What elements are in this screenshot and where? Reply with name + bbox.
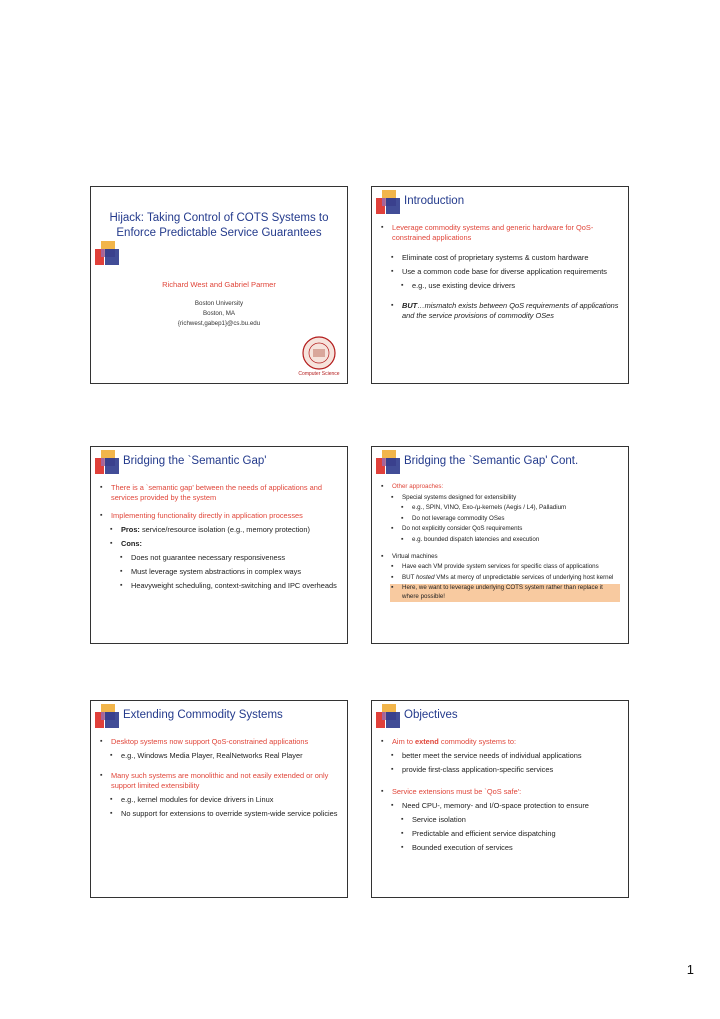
bullet-bold: extend [415, 737, 439, 746]
bullet: ▪ e.g., SPIN, VINO, Exo-/µ-kernels (Aegis / L4), Palladium [400, 504, 620, 513]
slide-body [99, 483, 339, 595]
bullet: ▪ Does not guarantee necessary responsiveness [119, 553, 339, 563]
bullet: ▪ Many such systems are monolithic and not easily extended or only support limited extensibility [99, 771, 339, 791]
bullet [390, 301, 620, 321]
slide-objectives [371, 700, 629, 898]
bullet: ▪ Do not explicitly consider QoS requirements [390, 525, 620, 534]
page-number: 1 [686, 962, 694, 977]
bullet-text: …mismatch exists between QoS requirements of applications and the service provisions of commodity OSes [402, 301, 619, 320]
cons-label: Cons: [121, 539, 142, 548]
bullet [109, 525, 339, 535]
bullet: ▪ e.g., use existing device drivers [400, 281, 620, 291]
bullet: ▪ No support for extensions to override system-wide service policies [109, 809, 339, 819]
slide-decoration [376, 450, 404, 474]
slide-title: Extending Commodity Systems [123, 709, 283, 721]
bullet-emphasis: hosted [415, 573, 435, 581]
slide-introduction [371, 186, 629, 384]
bullet [390, 574, 620, 583]
slide-body [380, 737, 620, 857]
bullet: ▪ Leverage commodity systems and generic hardware for QoS-constrained applications [380, 223, 620, 243]
slide-semantic-gap-cont [371, 446, 629, 644]
bullet: ▪ Have each VM provide system services for specific class of applications [390, 563, 620, 572]
bullet: ▪ Special systems designed for extensibility [390, 494, 620, 503]
affiliation-line: Boston University [194, 300, 244, 307]
slide-decoration [376, 704, 404, 728]
slide-extending-commodity-systems [90, 700, 348, 898]
slide-title: Introduction [404, 195, 465, 207]
highlighted-bullet: ▪ Here, we want to leverage underlying COTS system rather than replace it where possible! [390, 584, 620, 601]
bullet: ▪ Implementing functionality directly in application processes [99, 511, 339, 521]
bullet: ▪ Predictable and efficient service dispatching [400, 829, 620, 839]
bullet-text: Aim to [392, 737, 415, 746]
bullet: ▪ Other approaches: [380, 483, 620, 492]
pros-label: Pros: [121, 525, 140, 534]
bullet: ▪ Eliminate cost of proprietary systems & custom hardware [390, 253, 620, 263]
slide-semantic-gap [90, 446, 348, 644]
bullet: ▪ Heavyweight scheduling, context-switching and IPC overheads [119, 581, 339, 591]
seal-label: Computer Science [298, 371, 340, 377]
slide-decoration [95, 241, 123, 265]
slide-decoration [95, 450, 123, 474]
slide-title: Objectives [404, 709, 458, 721]
bullet: ▪ Virtual machines [380, 553, 620, 562]
affiliation [91, 299, 347, 329]
bullet: ▪ Service isolation [400, 815, 620, 825]
bullet: ▪ Must leverage system abstractions in complex ways [119, 567, 339, 577]
authors: Richard West and Gabriel Parmer [162, 280, 276, 289]
bullet: ▪ Bounded execution of services [400, 843, 620, 853]
slide-title: Bridging the `Semantic Gap' [123, 455, 267, 467]
bullet: ▪ e.g. bounded dispatch latencies and execution [400, 536, 620, 545]
slide-body [99, 737, 339, 823]
bullet: ▪ There is a `semantic gap' between the needs of applications and services provided by the system [99, 483, 339, 503]
pros-text: service/resource isolation (e.g., memory protection) [141, 525, 310, 534]
bullet [380, 737, 620, 747]
bullet: ▪ Service extensions must be `QoS safe': [380, 787, 620, 797]
presentation-title: Hijack: Taking Control of COTS Systems to Enforce Predictable Service Guarantees [109, 212, 329, 239]
bullet: ▪ e.g., Windows Media Player, RealNetworks Real Player [109, 751, 339, 761]
slide-decoration [95, 704, 123, 728]
slide-decoration [376, 190, 404, 214]
bullet [109, 539, 339, 549]
bullet: ▪ better meet the service needs of individual applications [390, 751, 620, 761]
bullet: ▪ Desktop systems now support QoS-constrained applications [99, 737, 339, 747]
bullet: ▪ provide first-class application-specific services [390, 765, 620, 775]
slide-title [90, 186, 348, 384]
slide-body [380, 483, 620, 604]
bullet-text: VMs at mercy of unpredictable services of underlying host kernel [434, 573, 614, 581]
bullet: ▪ Use a common code base for diverse application requirements [390, 267, 620, 277]
bullet-bold: BUT [402, 301, 418, 310]
bullet: ▪ Need CPU-, memory- and I/O-space protection to ensure [390, 801, 620, 811]
university-seal-icon [297, 335, 341, 377]
bullet: ▪ Do not leverage commodity OSes [400, 515, 620, 524]
bullet-text: commodity systems to: [438, 737, 517, 746]
bullet-text: BUT [402, 573, 416, 581]
slide-body [380, 223, 620, 325]
slide-title: Bridging the `Semantic Gap' Cont. [404, 455, 579, 467]
email: {richwest,gabep1}@cs.bu.edu [177, 320, 261, 327]
bullet: ▪ e.g., kernel modules for device drivers in Linux [109, 795, 339, 805]
affiliation-line: Boston, MA [203, 310, 235, 317]
